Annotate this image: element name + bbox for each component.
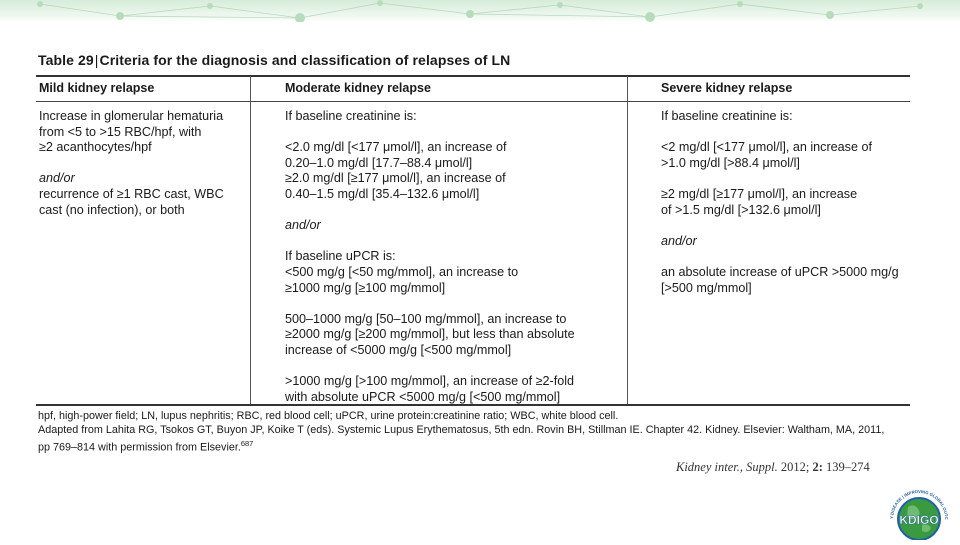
cell-spacer: [661, 218, 899, 234]
cell-connector-text: and/or: [661, 233, 697, 248]
header-mild-kidney-relapse: Mild kidney relapse: [39, 81, 155, 95]
cell-spacer: [285, 296, 575, 312]
cell-spacer: [285, 203, 575, 219]
cell-spacer: [285, 125, 575, 141]
cell-line: If baseline creatinine is:: [661, 109, 793, 123]
citation-volume: 2:: [812, 460, 823, 474]
cell-line: 0.20–1.0 mg/dl [17.7–88.4 μmol/l]: [285, 155, 473, 170]
footnote-abbreviations: hpf, high-power field; LN, lupus nephritis; RBC, red blood cell; uPCR, urine protein:creatinine ratio; WBC, white blood cell.: [38, 410, 619, 422]
cell-spacer: [39, 156, 224, 172]
column-divider-2: [627, 76, 628, 404]
title-separator: |: [94, 52, 99, 68]
network-pattern-decoration: [0, 0, 960, 22]
cell-connector-text: and/or: [285, 218, 321, 233]
header-severe-kidney-relapse: Severe kidney relapse: [661, 81, 793, 95]
cell-line: <2.0 mg/dl [<177 μmol/l], an increase of: [285, 140, 507, 155]
cell-line: increase of <5000 mg/g [<500 mg/mmol]: [285, 342, 512, 357]
table-header-rule: [36, 101, 910, 102]
footnote-permission-text: pp 769–814 with permission from Elsevier.: [38, 442, 241, 454]
cell-line: If baseline uPCR is:: [285, 249, 396, 264]
kdigo-logo: [884, 485, 954, 545]
cell-connector-text: and/or: [39, 171, 75, 186]
logo-text: KDIGO: [899, 513, 939, 527]
cell-line: from <5 to >15 RBC/hpf, with: [39, 124, 202, 139]
column-divider-1: [250, 76, 251, 404]
cell-line: <500 mg/g [<50 mg/mmol], an increase to: [285, 264, 519, 279]
cell-spacer: [661, 171, 899, 187]
cell-spacer: [285, 234, 575, 250]
header-moderate-kidney-relapse: Moderate kidney relapse: [285, 81, 431, 95]
cell-line: ≥2 acanthocytes/hpf: [39, 140, 152, 155]
cell-severe-criteria: [661, 109, 899, 296]
cell-spacer: [285, 359, 575, 375]
cell-line: ≥2000 mg/g [≥200 mg/mmol], but less than absolute: [285, 327, 575, 342]
table-caption: Criteria for the diagnosis and classification of relapses of LN: [99, 52, 511, 68]
table-footnotes: [38, 409, 884, 455]
cell-line: of >1.5 mg/dl [>132.6 μmol/l]: [661, 202, 821, 217]
cell-line: ≥1000 mg/g [≥100 mg/mmol]: [285, 280, 446, 295]
kdigo-globe-icon: [884, 485, 954, 540]
cell-line: >1000 mg/g [>100 mg/mmol], an increase of ≥2-fold: [285, 374, 575, 389]
journal-citation: [676, 460, 870, 475]
citation-year: 2012;: [780, 460, 810, 474]
cell-line: with absolute uPCR <5000 mg/g [<500 mg/mmol]: [285, 389, 561, 404]
top-banner: [0, 0, 960, 22]
cell-line: ≥2 mg/dl [≥177 μmol/l], an increase: [661, 186, 858, 201]
cell-line: ≥2.0 mg/dl [≥177 μmol/l], an increase of: [285, 171, 506, 186]
cell-line: an absolute increase of uPCR >5000 mg/g: [661, 264, 899, 279]
cell-line: 0.40–1.5 mg/dl [35.4–132.6 μmol/l]: [285, 186, 480, 201]
table-number: Table 29: [38, 52, 94, 68]
cell-spacer: [661, 125, 899, 141]
footnote-source: Adapted from Lahita RG, Tsokos GT, Buyon JP, Koike T (eds). Systemic Lupus Erythematosus, 5th edn. Rovin BH, Stillman IE. Chapter 42. Kidney. Elsevier: Waltham, MA, 2011,: [38, 424, 885, 437]
table-top-rule: [36, 75, 910, 77]
citation-pages: 139–274: [826, 460, 870, 474]
cell-spacer: [661, 249, 899, 265]
cell-moderate-criteria: [285, 109, 575, 405]
cell-line: recurrence of ≥1 RBC cast, WBC: [39, 186, 224, 201]
citation-journal: Kidney inter., Suppl.: [676, 460, 778, 474]
table-title: [38, 52, 510, 68]
cell-line: cast (no infection), or both: [39, 202, 185, 217]
cell-mild-criteria: [39, 109, 224, 218]
footnote-reference: 687: [240, 439, 254, 449]
cell-line: <2 mg/dl [<177 μmol/l], an increase of: [661, 140, 872, 155]
cell-line: >1.0 mg/dl [>88.4 μmol/l]: [661, 155, 800, 170]
footnote-permission: [38, 437, 884, 455]
cell-line: [>500 mg/mmol]: [661, 280, 752, 295]
cell-line: 500–1000 mg/g [50–100 mg/mmol], an increase to: [285, 311, 567, 326]
cell-line: Increase in glomerular hematuria: [39, 109, 224, 123]
cell-line: If baseline creatinine is:: [285, 109, 417, 123]
logo-ring-textpath: Y DISEASE | IMPROVING GLOBAL OUTC: [888, 488, 950, 520]
